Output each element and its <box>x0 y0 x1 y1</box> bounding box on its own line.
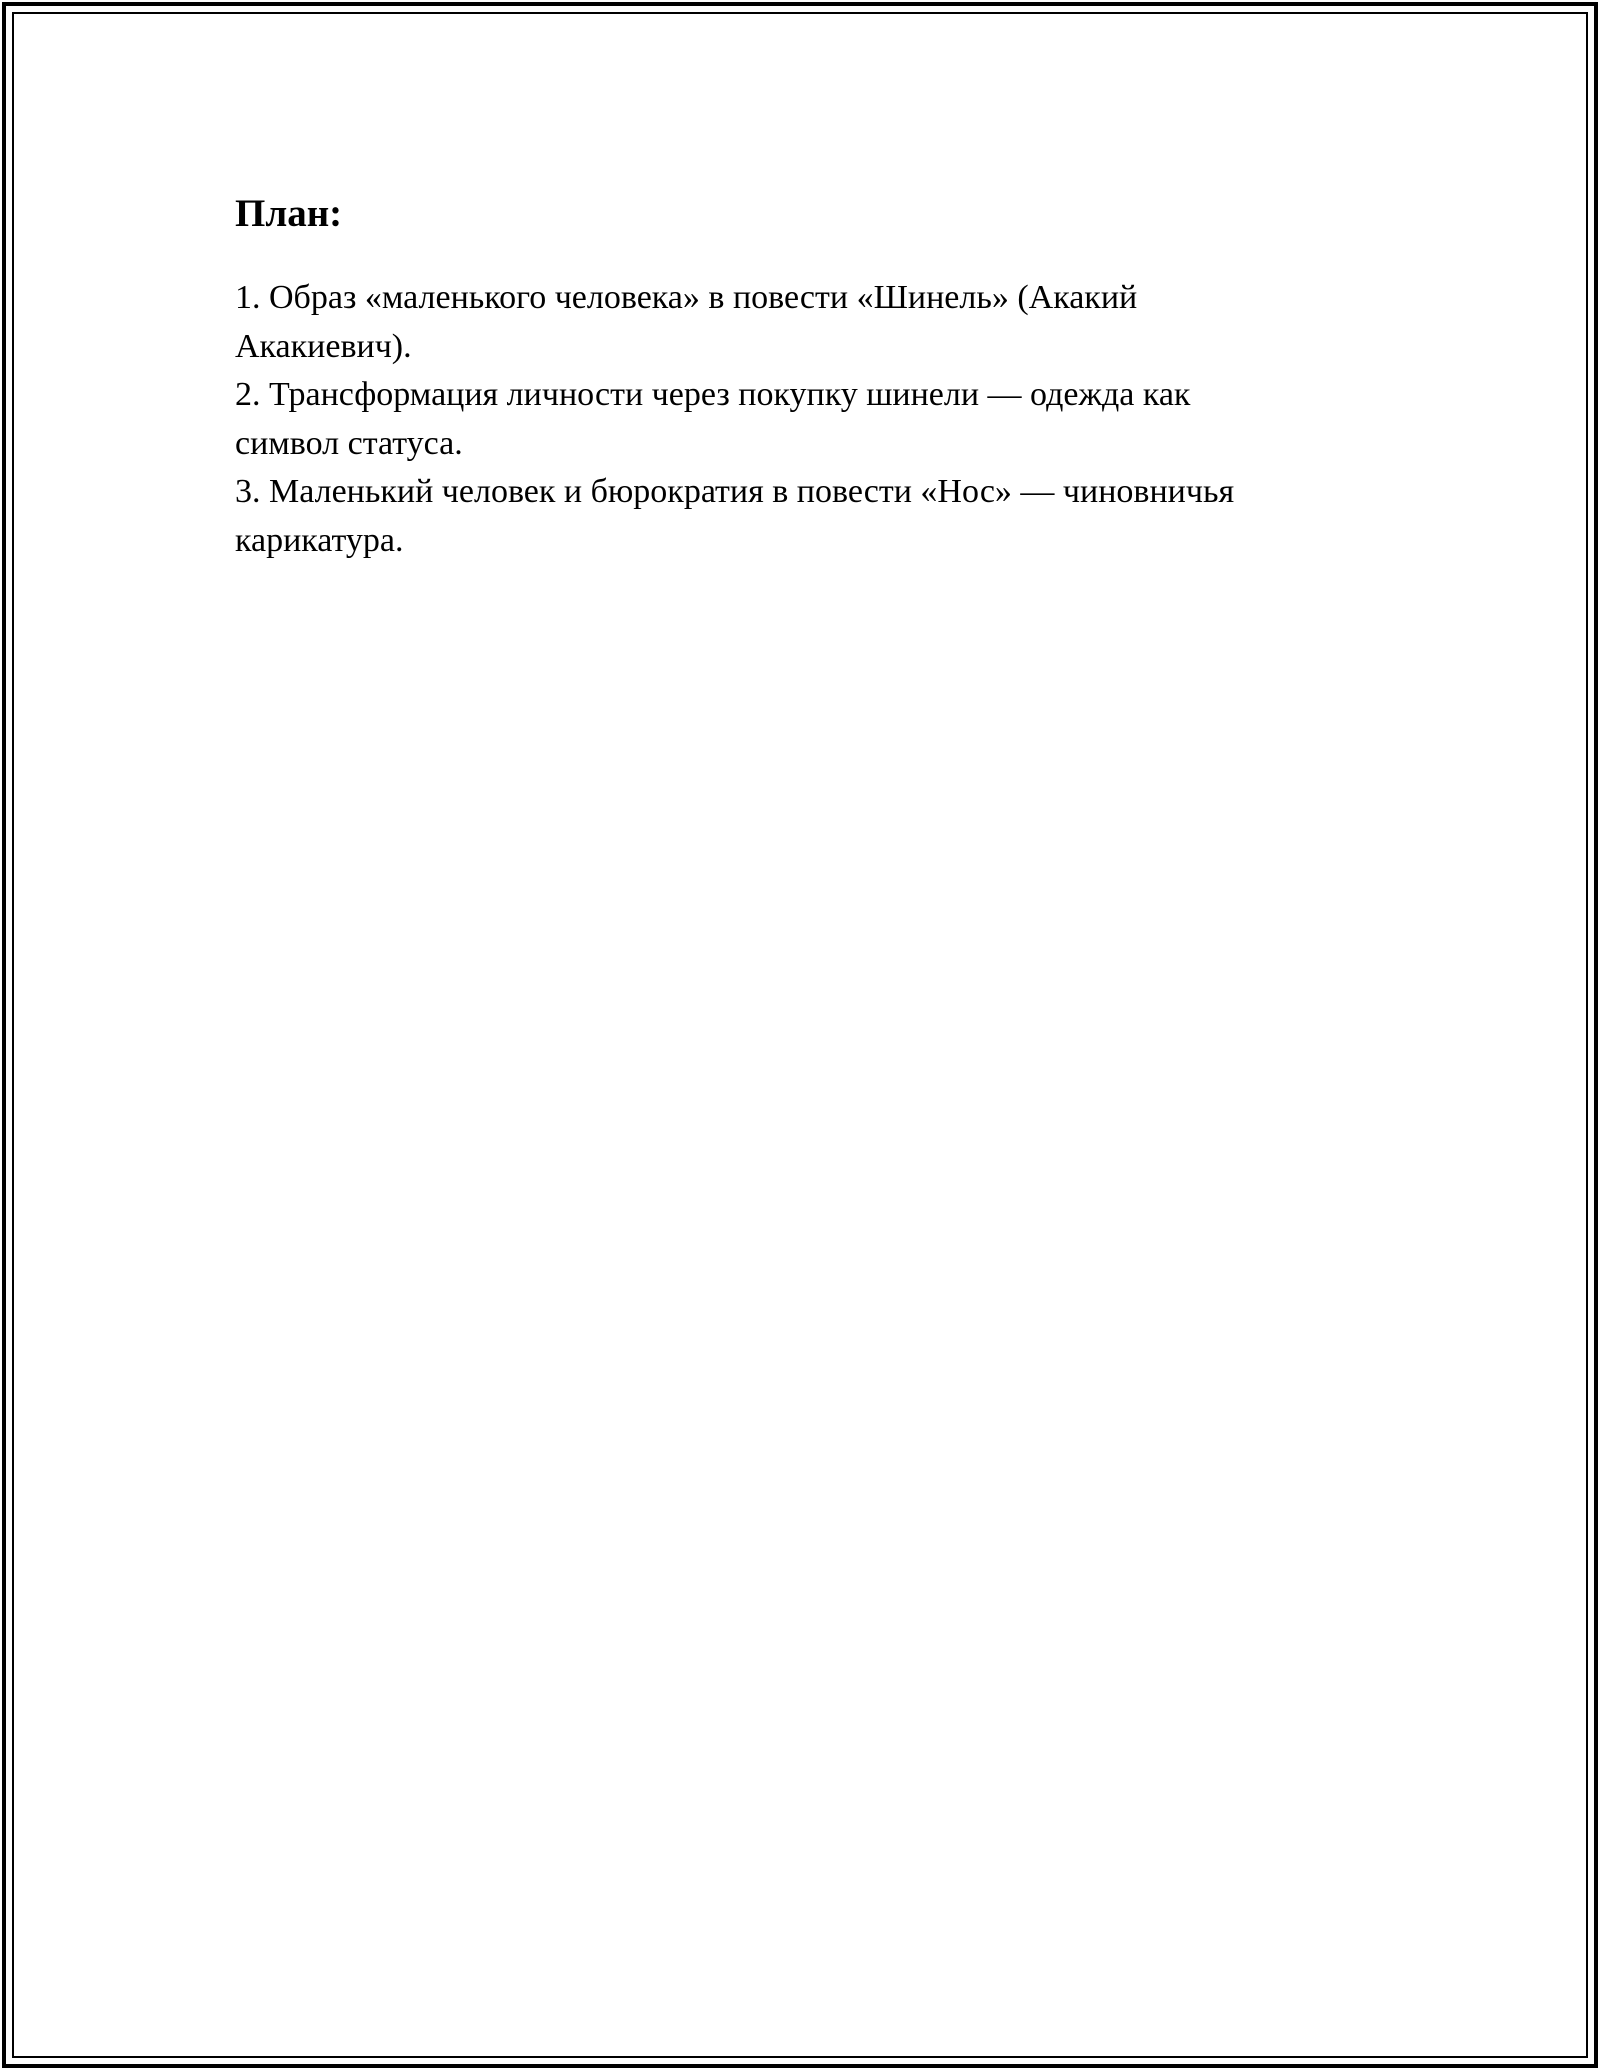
plan-heading: План: <box>235 192 343 235</box>
plan-item-3: 3. Маленький человек и бюрократия в повести «Нос» — чиновничья карикатура. <box>235 473 1235 559</box>
plan-item-2: 2. Трансформация личности через покупку шинели — одежда как символ статуса. <box>235 376 1191 462</box>
plan-section <box>235 188 1365 565</box>
plan-item-1: 1. Образ «маленького человека» в повести «Шинель» (Акакий Акакиевич). <box>235 279 1138 365</box>
